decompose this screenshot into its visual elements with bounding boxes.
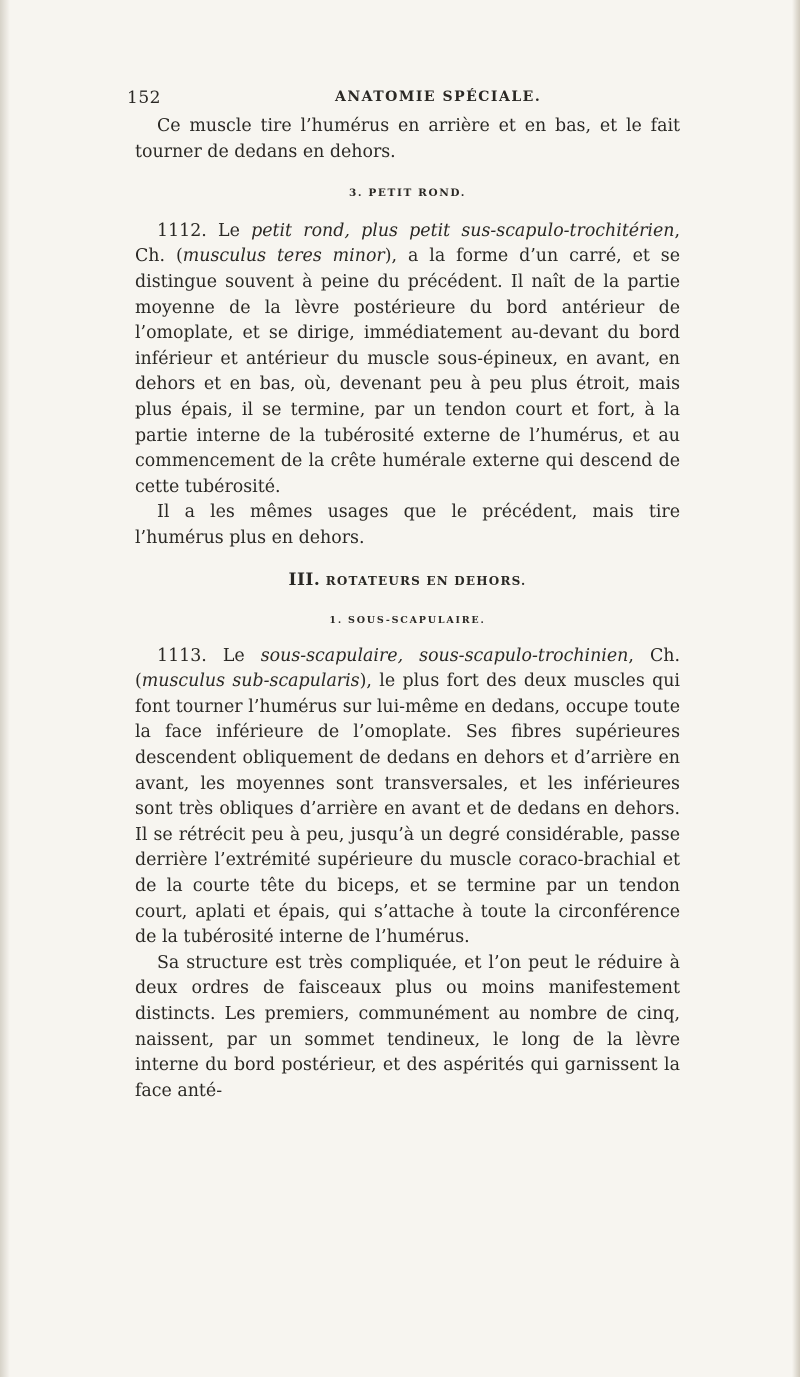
- section-heading-sous-scapulaire: 1. SOUS-SCAPULAIRE.: [329, 615, 486, 627]
- article-number: 1113.: [157, 645, 207, 666]
- article-number: 1112.: [157, 220, 207, 241]
- paragraph-usage: Il a les mêmes usages que le précédent, mais tire l’humérus plus en dehors.: [135, 502, 680, 548]
- latin-name: musculus sub-scapularis: [141, 671, 360, 692]
- text-run: Le: [206, 220, 252, 241]
- running-head: [127, 88, 687, 112]
- text-run: Le: [206, 645, 261, 666]
- paragraph-intro: Ce muscle tire l’humérus en arrière et en bas, et le fait tourner de dedans en dehors.: [135, 116, 680, 162]
- major-heading-title: ROTATEURS EN DEHORS.: [325, 573, 527, 588]
- major-heading-number: III.: [288, 569, 321, 590]
- latin-name: musculus teres minor: [182, 246, 385, 267]
- page-edge: [792, 0, 800, 1377]
- text-run: ), a la forme d’un carré, et se distingue souvent à peine du précédent. Il naît de la partie moyenne de la lèvre postérieure du bord antérieur de l’omoplate, et se dirige, immédiatement au-devant du bord inférieur et antérieur du muscle sous-épineux, en avant, en dehors et en bas, où, devenant peu à peu plus étroit, mais plus épais, il se termine, par un tendon court et fort, à la partie interne de la tubérosité externe de l’humérus, et au commencement de la crête humérale externe qui descend de cette tubérosité.: [135, 246, 680, 497]
- binding-shadow: [0, 0, 10, 1377]
- paragraph-structure: Sa structure est très compliquée, et l’on peut le réduire à deux ordres de faisceaux plus ou moins manifestement distincts. Les premiers, communément au nombre de cinq, naissent, par un sommet tendineux, le long de la lèvre interne du bord postérieur, et des aspérités qui garnissent la face anté-: [135, 952, 680, 1101]
- running-title: ANATOMIE SPÉCIALE.: [335, 89, 542, 105]
- muscle-name: petit rond, plus petit sus-scapulo-trochitérien: [251, 220, 675, 241]
- page-number: 152: [127, 88, 161, 108]
- section-heading-petit-rond: 3. PETIT ROND.: [349, 187, 466, 200]
- text-run: , Ch. (: [135, 645, 680, 692]
- paragraph-1113: [135, 644, 680, 951]
- text-run: , Ch. (: [135, 220, 680, 267]
- paragraph-1112: [135, 219, 680, 501]
- major-heading: [135, 568, 680, 595]
- muscle-name: sous-scapulaire, sous-scapulo-trochinien: [260, 645, 629, 666]
- page-body: [135, 114, 680, 1104]
- text-run: ), le plus fort des deux muscles qui font tourner l’humérus sur lui-même en dedans, occupe toute la face inférieure de l’omoplate. Ses fibres supérieures descendent obliquement de dedans en dehors et d’arrière en avant, les moyennes sont transversales, et les inférieures sont très obliques d’arrière en avant et de dedans en dehors. Il se rétrécit peu à peu, jusqu’à un degré considérable, passe derrière l’extrémité supérieure du muscle coraco-brachial et de la courte tête du biceps, et se termine par un tendon court, aplati et épais, qui s’attache à toute la circonférence de la tubérosité interne de l’humérus.: [135, 671, 680, 948]
